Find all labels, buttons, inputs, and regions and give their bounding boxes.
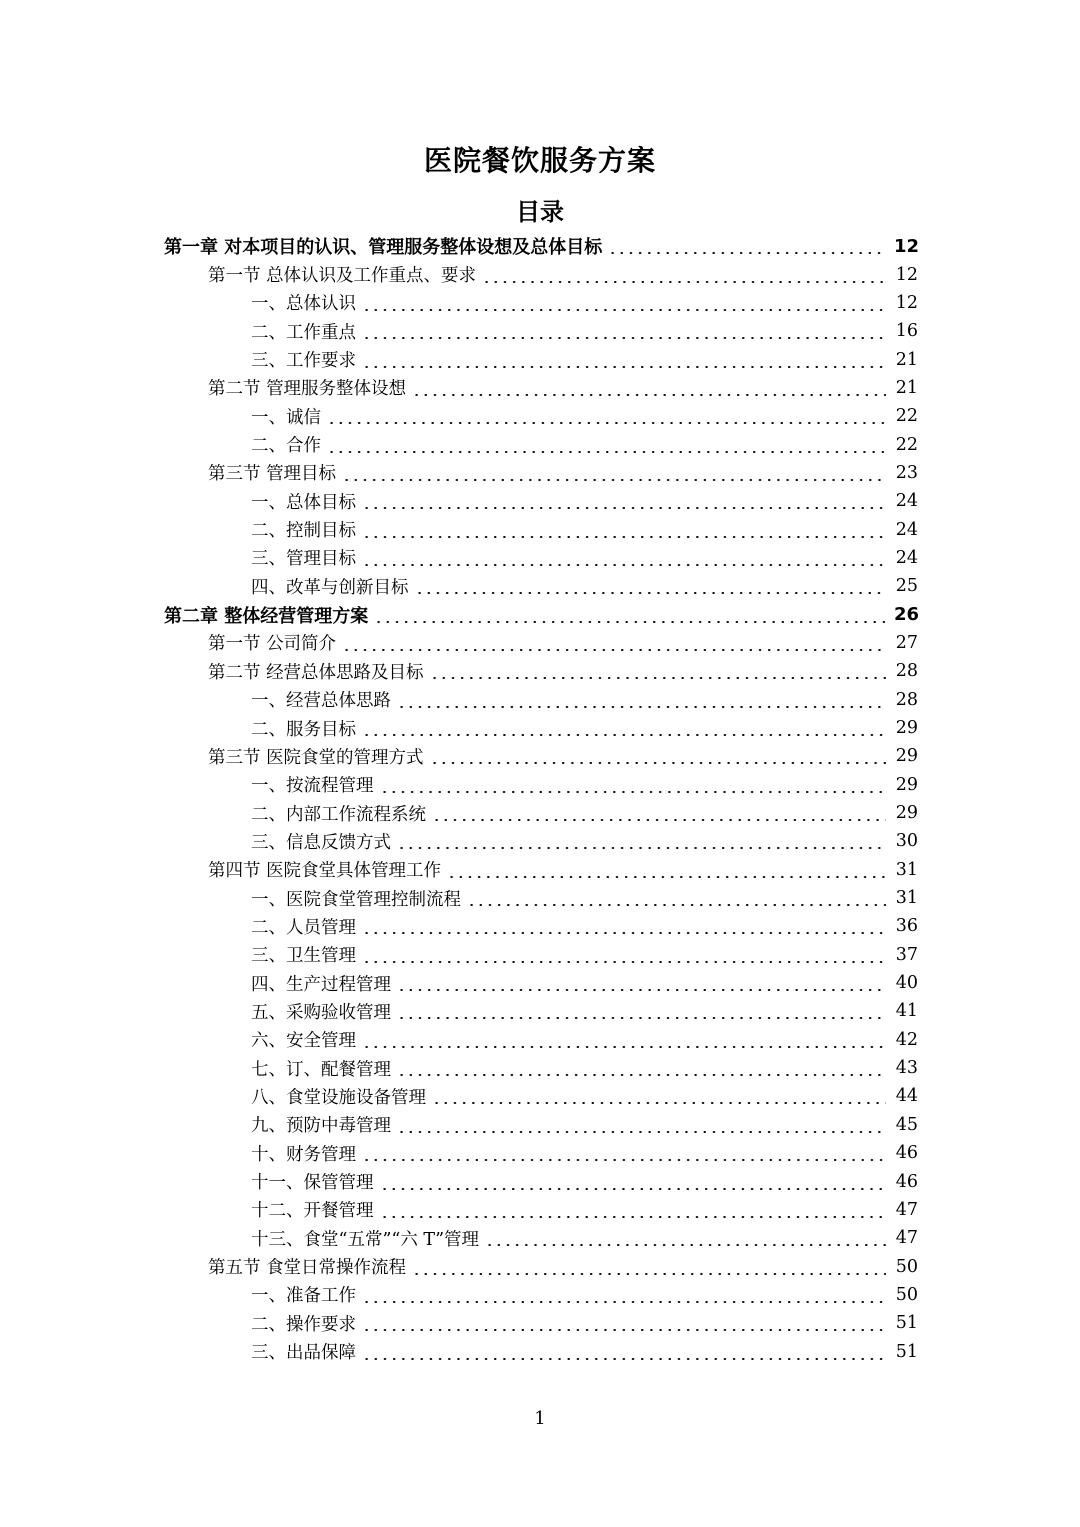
toc-entry[interactable]: [0, 1337, 1080, 1365]
toc-dot-leader: [342, 479, 886, 481]
toc-entry-page: 12: [895, 264, 918, 285]
toc-dot-leader: [380, 1216, 887, 1218]
toc-entry-page: 45: [895, 1114, 918, 1135]
toc-dot-leader: [362, 1358, 886, 1360]
toc-entry-page: 30: [895, 831, 918, 852]
toc-entry[interactable]: [0, 941, 1080, 969]
toc-entry-page: 16: [895, 321, 918, 342]
toc-entry[interactable]: [0, 232, 1080, 260]
toc-dot-leader: [362, 734, 886, 736]
toc-entry[interactable]: [0, 1281, 1080, 1309]
toc-dot-leader: [432, 1102, 886, 1104]
toc-entry-page: 51: [895, 1341, 918, 1362]
toc-dot-leader: [608, 252, 886, 254]
toc-entry-label: 第二节 管理服务整体设想: [208, 379, 407, 400]
toc-dot-leader: [397, 847, 886, 849]
toc-entry[interactable]: [0, 515, 1080, 543]
toc-entry-page: 12: [895, 292, 918, 313]
toc-entry-page: 29: [895, 718, 918, 739]
toc-dot-leader: [362, 366, 886, 368]
toc-entry-page: 46: [895, 1143, 918, 1164]
toc-entry-label: 第四节 医院食堂具体管理工作: [208, 861, 442, 882]
toc-entry-label: 六、安全管理: [251, 1031, 356, 1052]
toc-entry[interactable]: [0, 1196, 1080, 1224]
toc-entry[interactable]: [0, 686, 1080, 714]
toc-dot-leader: [397, 706, 886, 708]
toc-entry[interactable]: [0, 969, 1080, 997]
toc-dot-leader: [485, 1244, 886, 1246]
toc-entry-page: 31: [895, 888, 918, 909]
toc-entry-label: 第一节 公司简介: [208, 634, 337, 655]
toc-dot-leader: [412, 1273, 886, 1275]
toc-entry-page: 23: [895, 462, 918, 483]
toc-dot-leader: [430, 677, 886, 679]
toc-entry[interactable]: [0, 317, 1080, 345]
toc-entry[interactable]: [0, 289, 1080, 317]
toc-entry-page: 41: [895, 1001, 918, 1022]
toc-dot-leader: [362, 564, 886, 566]
toc-entry-label: 第三节 医院食堂的管理方式: [208, 747, 424, 768]
toc-dot-leader: [374, 621, 886, 623]
toc-entry-page: 21: [895, 349, 918, 370]
toc-heading: 目录: [516, 198, 564, 226]
toc-entry-label: 三、信息反馈方式: [251, 832, 391, 853]
toc-entry-label: 一、准备工作: [251, 1286, 356, 1307]
toc-entry[interactable]: [0, 1054, 1080, 1082]
document-title: 医院餐饮服务方案: [423, 144, 656, 177]
toc-dot-leader: [342, 649, 886, 651]
toc-entry[interactable]: [0, 374, 1080, 402]
toc-entry-label: 三、卫生管理: [251, 946, 356, 967]
toc-entry[interactable]: [0, 459, 1080, 487]
toc-entry[interactable]: [0, 912, 1080, 940]
toc-dot-leader: [362, 536, 886, 538]
toc-entry-page: 47: [895, 1199, 918, 1220]
toc-entry-label: 一、总体认识: [251, 294, 356, 315]
toc-entry-label: 七、订、配餐管理: [251, 1059, 391, 1080]
toc-dot-leader: [430, 762, 886, 764]
toc-dot-leader: [380, 791, 887, 793]
toc-entry[interactable]: [0, 997, 1080, 1025]
toc-entry-label: 第一章 对本项目的认识、管理服务整体设想及总体目标: [164, 237, 603, 259]
page-number: 1: [534, 1408, 546, 1429]
toc-dot-leader: [415, 592, 887, 594]
toc-entry-page: 21: [895, 377, 918, 398]
toc-dot-leader: [432, 819, 886, 821]
toc-entry[interactable]: [0, 600, 1080, 628]
toc-entry[interactable]: [0, 827, 1080, 855]
toc-entry-label: 十、财务管理: [251, 1144, 356, 1165]
toc-entry-label: 三、工作要求: [251, 351, 356, 372]
toc-entry-page: 25: [895, 576, 918, 597]
toc-entry[interactable]: [0, 856, 1080, 884]
toc-entry[interactable]: [0, 572, 1080, 600]
toc-dot-leader: [362, 309, 886, 311]
toc-dot-leader: [467, 904, 886, 906]
toc-entry-label: 一、诚信: [251, 407, 321, 428]
toc-entry-label: 二、服务目标: [251, 719, 356, 740]
toc-entry-page: 24: [895, 491, 918, 512]
toc-entry[interactable]: [0, 260, 1080, 288]
table-of-contents: [0, 232, 1080, 1366]
toc-entry-page: 26: [894, 604, 920, 626]
toc-entry-page: 47: [895, 1228, 918, 1249]
toc-entry-label: 八、食堂设施设备管理: [251, 1087, 426, 1108]
toc-dot-leader: [397, 1074, 886, 1076]
toc-entry-page: 22: [895, 406, 918, 427]
toc-entry[interactable]: [0, 1139, 1080, 1167]
toc-entry-page: 29: [895, 746, 918, 767]
toc-entry-page: 42: [895, 1029, 918, 1050]
toc-entry[interactable]: [0, 345, 1080, 373]
toc-entry-label: 第二章 整体经营管理方案: [164, 605, 369, 627]
toc-dot-leader: [397, 989, 886, 991]
toc-entry-page: 50: [895, 1256, 918, 1277]
toc-entry[interactable]: [0, 1224, 1080, 1252]
toc-dot-leader: [362, 337, 886, 339]
toc-entry-label: 二、操作要求: [251, 1314, 356, 1335]
toc-entry-label: 三、管理目标: [251, 549, 356, 570]
toc-dot-leader: [362, 1046, 886, 1048]
toc-entry-label: 一、总体目标: [251, 492, 356, 513]
toc-entry-label: 第五节 食堂日常操作流程: [208, 1258, 407, 1279]
toc-entry[interactable]: [0, 1026, 1080, 1054]
toc-entry-page: 22: [895, 434, 918, 455]
toc-entry-page: 46: [895, 1171, 918, 1192]
toc-entry-page: 24: [895, 547, 918, 568]
toc-entry-label: 二、内部工作流程系统: [251, 804, 426, 825]
toc-entry-page: 12: [894, 235, 920, 257]
toc-entry-label: 二、控制目标: [251, 521, 356, 542]
toc-entry-label: 九、预防中毒管理: [251, 1116, 391, 1137]
toc-dot-leader: [362, 932, 886, 934]
toc-dot-leader: [447, 876, 886, 878]
toc-dot-leader: [397, 1131, 886, 1133]
toc-entry-page: 43: [895, 1058, 918, 1079]
toc-entry[interactable]: [0, 714, 1080, 742]
toc-entry-page: 29: [895, 803, 918, 824]
toc-entry-page: 50: [895, 1284, 918, 1305]
toc-entry[interactable]: [0, 657, 1080, 685]
toc-entry[interactable]: [0, 629, 1080, 657]
toc-entry-label: 四、改革与创新目标: [251, 577, 409, 598]
toc-entry-page: 37: [895, 944, 918, 965]
toc-dot-leader: [412, 394, 886, 396]
toc-entry-label: 一、经营总体思路: [251, 691, 391, 712]
toc-entry-page: 29: [895, 774, 918, 795]
toc-entry-page: 28: [895, 689, 918, 710]
toc-dot-leader: [482, 281, 886, 283]
toc-dot-leader: [362, 961, 886, 963]
toc-entry-label: 第二节 经营总体思路及目标: [208, 662, 424, 683]
toc-entry-page: 28: [895, 661, 918, 682]
toc-dot-leader: [397, 1017, 886, 1019]
toc-dot-leader: [327, 422, 886, 424]
toc-entry[interactable]: [0, 1111, 1080, 1139]
toc-dot-leader: [362, 1159, 886, 1161]
toc-entry-label: 一、按流程管理: [251, 776, 374, 797]
toc-dot-leader: [327, 451, 886, 453]
toc-entry-page: 40: [895, 973, 918, 994]
toc-dot-leader: [380, 1188, 887, 1190]
toc-entry-page: 24: [895, 519, 918, 540]
toc-entry[interactable]: [0, 430, 1080, 458]
toc-entry-label: 第一节 总体认识及工作重点、要求: [208, 266, 477, 287]
toc-entry-label: 二、合作: [251, 436, 321, 457]
toc-entry-page: 31: [895, 859, 918, 880]
toc-dot-leader: [362, 507, 886, 509]
toc-entry-label: 四、生产过程管理: [251, 974, 391, 995]
toc-entry-label: 十二、开餐管理: [251, 1201, 374, 1222]
toc-dot-leader: [362, 1301, 886, 1303]
toc-entry[interactable]: [0, 1082, 1080, 1110]
toc-entry-label: 第三节 管理目标: [208, 464, 337, 485]
toc-entry-label: 十一、保管管理: [251, 1173, 374, 1194]
toc-entry[interactable]: [0, 799, 1080, 827]
toc-entry-label: 三、出品保障: [251, 1343, 356, 1364]
toc-entry-label: 二、人员管理: [251, 917, 356, 938]
toc-entry[interactable]: [0, 1309, 1080, 1337]
toc-entry-page: 44: [895, 1086, 918, 1107]
toc-dot-leader: [362, 1329, 886, 1331]
toc-entry-page: 36: [895, 916, 918, 937]
toc-entry-label: 一、医院食堂管理控制流程: [251, 889, 461, 910]
toc-entry-page: 51: [895, 1313, 918, 1334]
toc-entry-page: 27: [895, 632, 918, 653]
toc-entry-label: 二、工作重点: [251, 322, 356, 343]
toc-entry[interactable]: [0, 771, 1080, 799]
toc-entry-label: 十三、食堂“五常”“六 T”管理: [251, 1229, 480, 1250]
toc-entry[interactable]: [0, 487, 1080, 515]
toc-entry[interactable]: [0, 1167, 1080, 1195]
toc-entry[interactable]: [0, 544, 1080, 572]
toc-entry-label: 五、采购验收管理: [251, 1002, 391, 1023]
toc-entry[interactable]: [0, 1252, 1080, 1280]
toc-entry[interactable]: [0, 402, 1080, 430]
toc-entry[interactable]: [0, 742, 1080, 770]
toc-entry[interactable]: [0, 884, 1080, 912]
